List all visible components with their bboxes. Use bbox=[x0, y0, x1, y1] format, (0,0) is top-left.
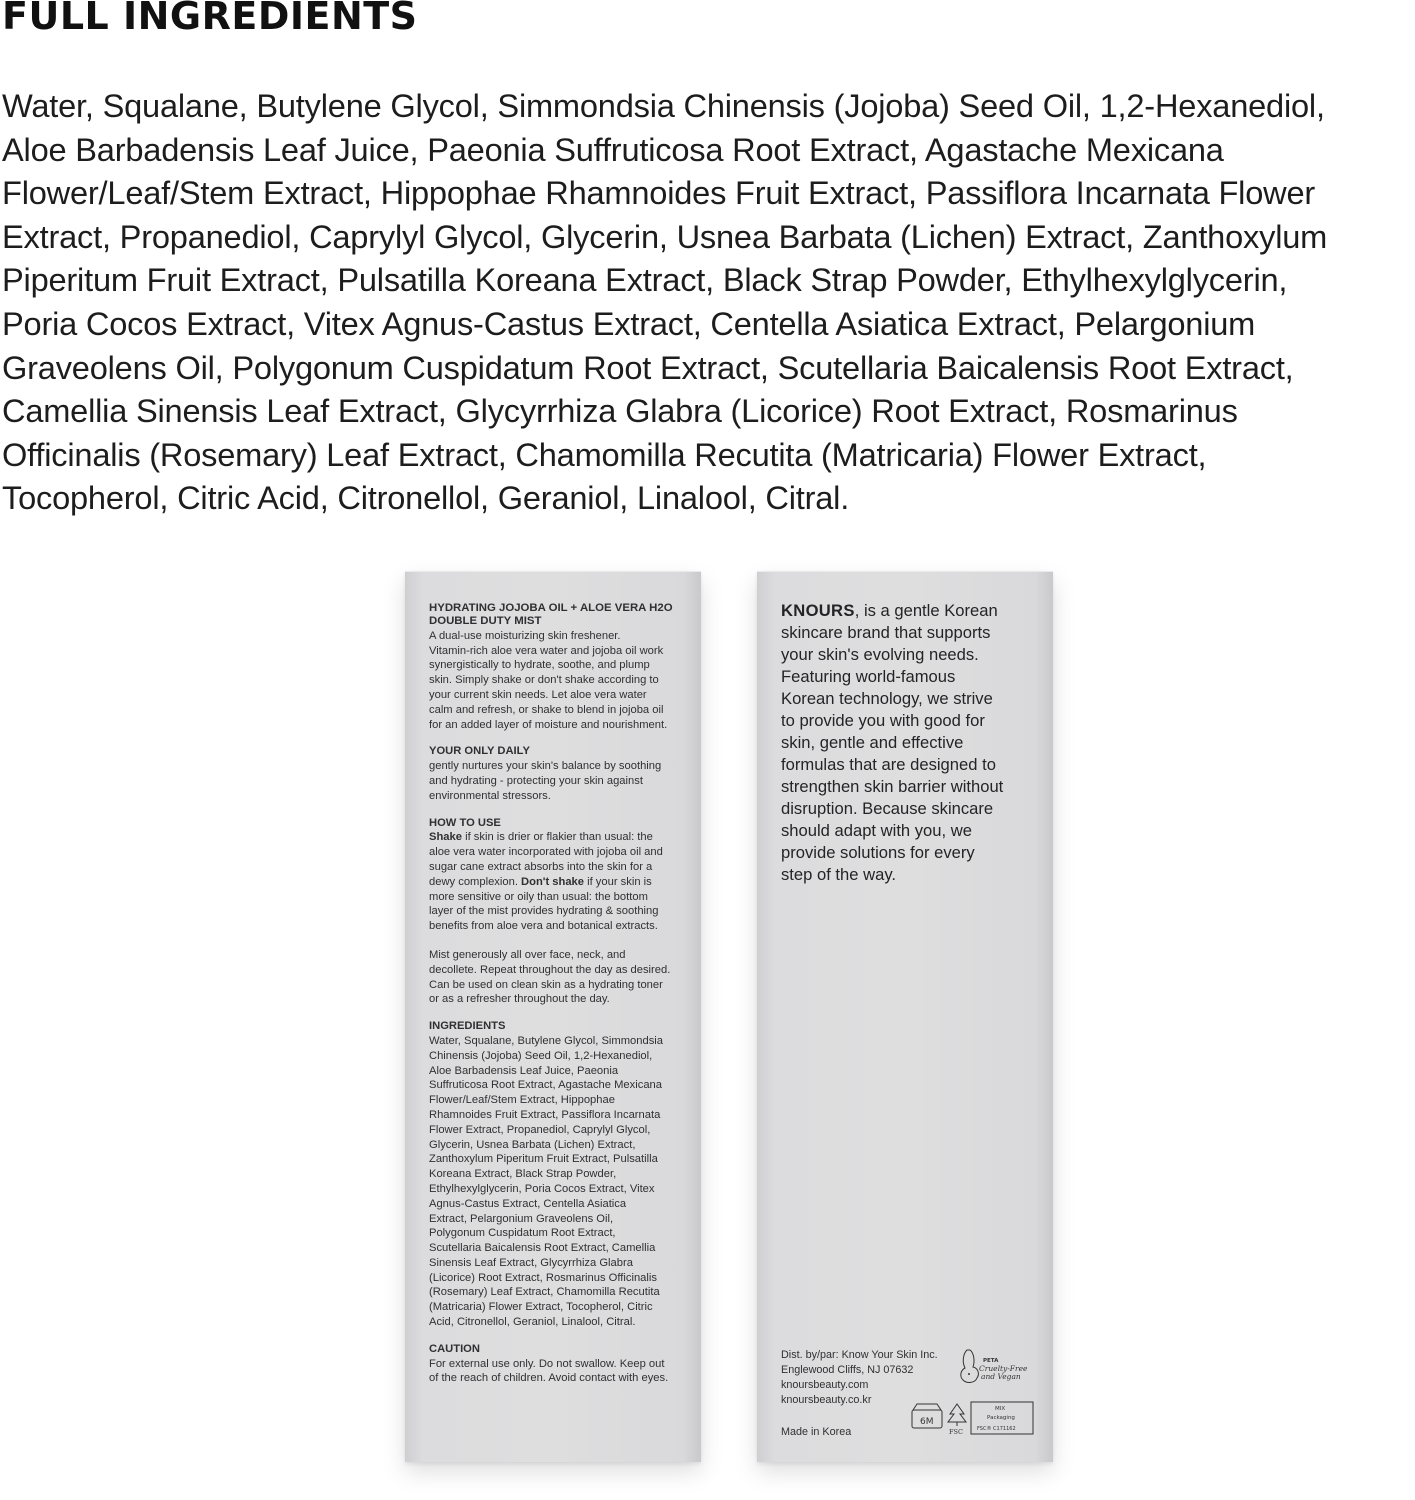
vegan-label: and Vegan bbox=[981, 1372, 1021, 1381]
text-line: disruption. Because skincare bbox=[781, 799, 994, 818]
ingredients-line: Water, Squalane, Butylene Glycol, Simmondsia Chinensis (Jojoba) Seed Oil, 1,2-Hexanediol, bbox=[2, 87, 1325, 124]
text-line: Polygonum Cuspidatum Root Extract, bbox=[429, 1227, 616, 1240]
page-heading: FULL INGREDIENTS bbox=[2, 0, 418, 38]
box-ingredients-text bbox=[429, 1034, 681, 1330]
ingredients-line: Poria Cocos Extract, Vitex Agnus-Castus Extract, Centella Asiatica Extract, Pelargonium bbox=[2, 304, 1256, 342]
text-line: Englewood Cliffs, NJ 07632 bbox=[781, 1364, 914, 1376]
text-line: Glycerin, Usnea Barbata (Lichen) Extract, bbox=[429, 1138, 636, 1151]
pao-label: 6M bbox=[920, 1417, 934, 1427]
ingredients-line: Piperitum Fruit Extract, Pulsatilla Koreana Extract, Black Strap Powder, Ethylhexylglycerin, bbox=[2, 261, 1288, 299]
text-fragment: , is a gentle Korean bbox=[854, 601, 998, 620]
text-fragment: if skin is drier or flakier than usual: the bbox=[461, 831, 653, 844]
text-line: or as a refresher throughout the day. bbox=[429, 993, 610, 1006]
text-line: Agnus-Castus Extract, Centella Asiatica bbox=[429, 1197, 627, 1210]
text-line bbox=[429, 875, 681, 890]
ingredients-line: Flower/Leaf/Stem Extract, Hippophae Rhamnoides Fruit Extract, Passiflora Incarnata Flower bbox=[2, 174, 1316, 212]
product-intro bbox=[429, 629, 681, 733]
text-line: layer of the mist provides hydrating & soothing bbox=[429, 905, 659, 918]
text-fragment: if your skin is bbox=[584, 875, 652, 888]
text-line: calm and refresh, or shake to blend in jojoba oil bbox=[429, 703, 664, 716]
product-box-side-left bbox=[405, 571, 701, 1462]
text-line: Can be used on clean skin as a hydrating toner bbox=[429, 978, 663, 991]
text-line bbox=[429, 830, 681, 845]
text-line: For external use only. Do not swallow. Keep out bbox=[429, 1357, 665, 1370]
text-line: Chinensis (Jojoba) Seed Oil, 1,2-Hexanediol, bbox=[429, 1049, 653, 1062]
fsc-label: FSC bbox=[949, 1428, 963, 1436]
text-line: Water, Squalane, Butylene Glycol, Simmondsia bbox=[429, 1034, 664, 1047]
text-line: Zanthoxylum Piperitum Fruit Extract, Pulsatilla bbox=[429, 1153, 658, 1166]
text-line: aloe vera water incorporated with jojoba oil and bbox=[429, 846, 663, 859]
text-line: Flower/Leaf/Stem Extract, Hippophae bbox=[429, 1094, 615, 1107]
text-line: of the reach of children. Avoid contact with eyes. bbox=[429, 1372, 669, 1385]
ingredients-line: Officinalis (Rosemary) Leaf Extract, Chamomilla Recutita (Matricaria) Flower Extract, bbox=[2, 435, 1207, 473]
text-line: to provide you with good for bbox=[781, 711, 985, 730]
text-line: decollete. Repeat throughout the day as desired. bbox=[429, 963, 671, 976]
how-to-use-heading: HOW TO USE bbox=[429, 816, 501, 829]
text-line: Dist. by/par: Know Your Skin Inc. bbox=[781, 1349, 938, 1361]
text-line: Scutellaria Baicalensis Root Extract, Camellia bbox=[429, 1242, 656, 1255]
text-line: Suffruticosa Root Extract, Agastache Mexicana bbox=[429, 1079, 662, 1092]
box-left-text bbox=[429, 602, 681, 1386]
text-line: gently nurtures your skin's balance by soothing bbox=[429, 760, 662, 773]
text-line: more sensitive or oily than usual: the bottom bbox=[429, 890, 648, 903]
daily-text bbox=[429, 759, 681, 803]
box-ingredients-heading: INGREDIENTS bbox=[429, 1020, 506, 1033]
certification-logos bbox=[907, 1344, 1037, 1436]
product-title-line: HYDRATING JOJOBA OIL + ALOE VERA H2O bbox=[429, 602, 673, 614]
text-line: Aloe Barbadensis Leaf Juice, Paeonia bbox=[429, 1064, 619, 1077]
text-line: Flower Extract, Propanediol, Caprylyl Glycol, bbox=[429, 1123, 651, 1136]
ingredients-line: Graveolens Oil, Polygonum Cuspidatum Root Extract, Scutellaria Baicalensis Root Extract, bbox=[2, 348, 1294, 386]
cruelty-free-label: Cruelty-Free bbox=[979, 1364, 1028, 1373]
made-in-label: Made in Korea bbox=[781, 1426, 852, 1438]
text-line: Korean technology, we strive bbox=[781, 689, 993, 708]
text-line: Mist generously all over face, neck, and bbox=[429, 948, 626, 961]
ingredients-line: Extract, Propanediol, Caprylyl Glycol, Glycerin, Usnea Barbata (Lichen) Extract, Zanthoxylum bbox=[2, 217, 1328, 255]
text-line: environmental stressors. bbox=[429, 789, 551, 802]
text-line: should adapt with you, we bbox=[781, 821, 972, 840]
fsc-tree-icon bbox=[948, 1404, 966, 1426]
text-line: knoursbeauty.co.kr bbox=[781, 1394, 872, 1406]
brand-name: KNOURS bbox=[781, 601, 855, 620]
text-line: Vitamin-rich aloe vera water and jojoba oil work bbox=[429, 644, 664, 657]
text-line: Rhamnoides Fruit Extract, Passiflora Incarnata bbox=[429, 1108, 661, 1121]
text-line: skin, gentle and effective bbox=[781, 733, 964, 752]
text-line: for an added layer of moisture and nourishment. bbox=[429, 718, 668, 731]
text-line bbox=[781, 600, 1033, 622]
text-line: synergistically to hydrate, soothe, and plump bbox=[429, 659, 650, 672]
text-line: Koreana Extract, Black Strap Powder, bbox=[429, 1168, 617, 1181]
text-line: Sinensis Leaf Extract, Glycyrrhiza Glabra bbox=[429, 1256, 633, 1269]
text-line: strengthen skin barrier without bbox=[781, 777, 1004, 796]
text-line: provide solutions for every bbox=[781, 843, 975, 862]
ingredients-line: Aloe Barbadensis Leaf Juice, Paeonia Suffruticosa Root Extract, Agastache Mexicana bbox=[2, 130, 1224, 168]
product-box-side-right bbox=[757, 571, 1053, 1462]
packaging-label: Packaging bbox=[987, 1415, 1015, 1421]
text-line: Featuring world-famous bbox=[781, 667, 956, 686]
daily-heading: YOUR ONLY DAILY bbox=[429, 745, 530, 758]
text-fragment: dewy complexion. bbox=[429, 875, 522, 888]
bunny-icon bbox=[961, 1350, 979, 1382]
product-title bbox=[429, 602, 681, 629]
text-line: (Rosemary) Leaf Extract, Chamomilla Recutita bbox=[429, 1286, 660, 1299]
how-to-use-text bbox=[429, 830, 681, 934]
text-line: skin. Simply shake or don't shake according to bbox=[429, 674, 659, 687]
full-ingredients-text bbox=[2, 84, 1413, 520]
product-title-line: DOUBLE DUTY MIST bbox=[429, 615, 542, 628]
mix-label: MIX bbox=[995, 1406, 1006, 1412]
text-line: step of the way. bbox=[781, 865, 896, 884]
text-line: A dual-use moisturizing skin freshener. bbox=[429, 629, 621, 642]
text-line: knoursbeauty.com bbox=[781, 1379, 869, 1391]
dont-shake-emphasis: Don't shake bbox=[521, 875, 584, 888]
text-line: and hydrating - protecting your skin against bbox=[429, 774, 643, 787]
mist-text bbox=[429, 948, 681, 1007]
ingredients-line: Camellia Sinensis Leaf Extract, Glycyrrhiza Glabra (Licorice) Root Extract, Rosmarinus bbox=[2, 392, 1238, 430]
peta-label: PETA bbox=[983, 1358, 999, 1364]
caution-text bbox=[429, 1357, 681, 1387]
text-line: your skin's evolving needs. bbox=[781, 645, 979, 664]
text-line: formulas that are designed to bbox=[781, 755, 996, 774]
text-line: your current skin needs. Let aloe vera water bbox=[429, 689, 647, 701]
text-line: Ethylhexylglycerin, Poria Cocos Extract, Vitex bbox=[429, 1182, 655, 1195]
text-line: (Matricaria) Flower Extract, Tocopherol, Citric bbox=[429, 1301, 653, 1314]
fsc-code-label: FSC® C171162 bbox=[977, 1426, 1016, 1432]
text-line: benefits from aloe vera and botanical extracts. bbox=[429, 920, 658, 933]
text-line: Acid, Citronellol, Geraniol, Linalool, Citral. bbox=[429, 1316, 636, 1329]
text-line: skincare brand that supports bbox=[781, 623, 991, 642]
caution-heading: CAUTION bbox=[429, 1342, 480, 1355]
brand-statement bbox=[781, 600, 1033, 886]
shake-emphasis: Shake bbox=[429, 831, 462, 844]
text-line: Extract, Pelargonium Graveolens Oil, bbox=[429, 1212, 614, 1225]
text-line: sugar cane extract absorbs into the skin for a bbox=[429, 860, 653, 873]
ingredients-line: Tocopherol, Citric Acid, Citronellol, Geraniol, Linalool, Citral. bbox=[2, 479, 850, 517]
text-line: (Licorice) Root Extract, Rosmarinus Officinalis bbox=[429, 1271, 657, 1284]
